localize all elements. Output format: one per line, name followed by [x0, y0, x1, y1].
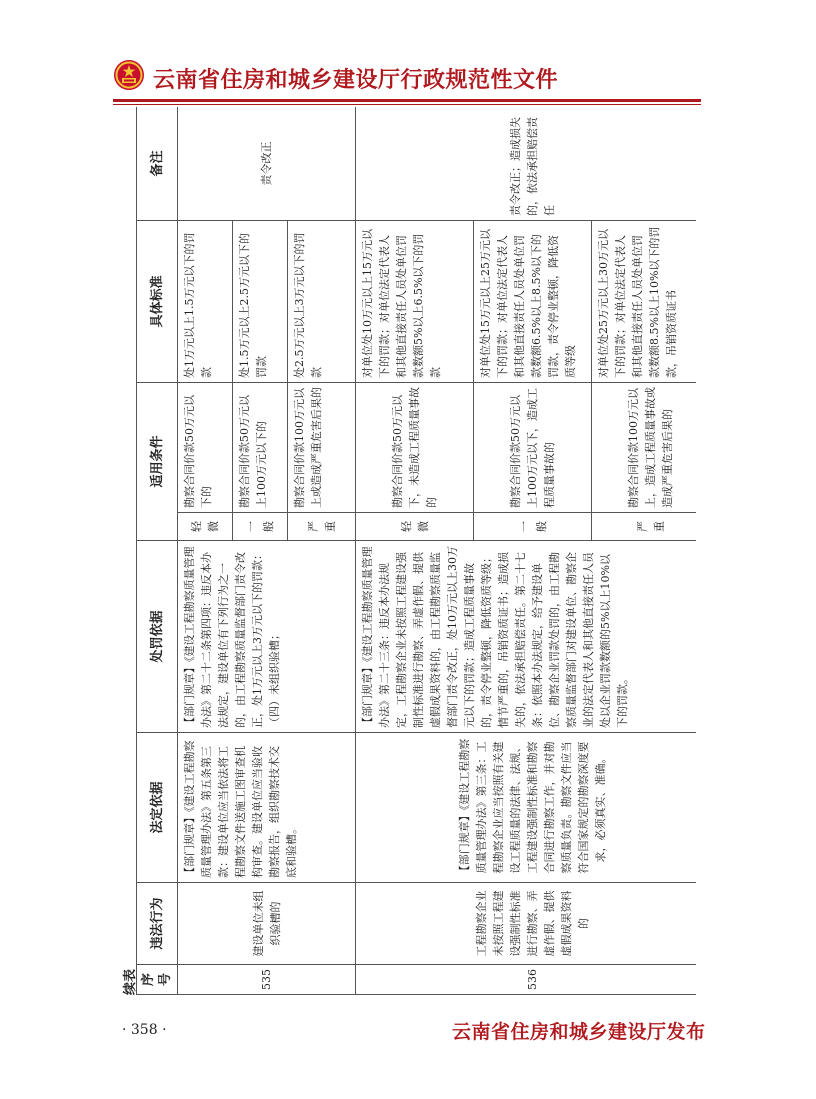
header-title: 云南省住房和城乡建设厅行政规范性文件: [153, 68, 559, 93]
row-seq: 536: [356, 965, 697, 995]
row-penalty-basis: 【部门规章】《建设工程勘察质量管理办法》第二十二条第四项：违反本办法规定，建设单位有下列行为之一的，由工程勘察质量监督部门责令改正，处1万元以上3万元以下的罚款：（四）未组织验槽；: [178, 541, 356, 733]
header-legal-basis: 法定依据: [137, 733, 178, 883]
severity-level: 轻微: [178, 513, 233, 541]
row-penalty-basis: 【部门规章】《建设工程勘察质量管理办法》第二十三条：违反本办法规定，工程勘察企业未按照工程建设强制性标准进行勘察、弄虚作假、提供虚假成果资料的，由工程勘察质量监督部门责令改正，处10万元以上30万元以下的罚款；造成工程质量事故的，责令停业整顿，降低资质等级；情节严重的，吊销资质证书；造成损失的，依法承担赔偿责任。第二十七条：依照本办法规定，给予建设单位、勘察企业罚款处罚的，由工程勘察质量监督部门对建设单位、勘察企业的法定代表人和其他直接责任人员处以企业罚款数额的5%以上10%以下的罚款。: [356, 541, 697, 733]
header-remarks: 备注: [137, 107, 178, 220]
tier-standard: 处1.5万元以上2.5万元以下的罚款: [233, 220, 288, 382]
tier-standard: 处1万元以上1.5万元以下的罚款: [178, 220, 233, 382]
row-legal-basis: 【部门规章】《建设工程勘察质量管理办法》第五条第三款：建设单位应当依法将工程勘察文件送施工图审查机构审查。建设单位应当验收勘察报告，组织勘察技术交底和验槽。: [178, 733, 356, 883]
severity-level: 一般: [233, 513, 288, 541]
tier-standard: 处2.5万元以上3万元以下的罚款: [288, 220, 356, 382]
tier-condition: 勘察合同价款100万元以上或造成严重危害后果的: [288, 382, 356, 512]
row-legal-basis: 【部门规章】《建设工程勘察质量管理办法》第三条：工程勘察企业应当按照有关建设工程质量的法律、法规、工程建设强制性标准和勘察合同进行勘察工作，并对勘察质量负责。勘察文件应当符合国家规定的勘察深度要求，必须真实、准确。: [356, 733, 697, 883]
header-conditions: 适用条件: [137, 382, 178, 540]
severity-level: 一般: [474, 513, 592, 541]
tier-condition: 勘察合同价款50万元以上100万元以下，造成工程质量事故的: [474, 382, 592, 512]
header-penalty-basis: 处罚依据: [137, 541, 178, 733]
footer-publisher: 云南省住房和城乡建设厅发布: [452, 1021, 706, 1043]
table-row: [178, 107, 233, 995]
header-violation: 违法行为: [137, 883, 178, 965]
tier-condition: 勘察合同价款50万元以上100万元以下的: [233, 382, 288, 512]
row-violation: 工程勘察企业未按照工程建设强制性标准进行勘察、弄虚作假、提供虚假成果资料的: [356, 883, 697, 965]
tier-condition: 勘察合同价款100万元以上，造成工程质量事故或造成严重危害后果的: [592, 382, 697, 512]
header-rule: [113, 99, 701, 102]
row-seq: 535: [178, 965, 356, 995]
tier-standard: 对单位处25万元以上30万元以下的罚款；对单位法定代表人和其他直接责任人员处单位罚款数额8.5%以上10%以下的罚款，吊销资质证书: [592, 220, 697, 382]
row-remarks: 责令改正: [178, 107, 356, 220]
row-remarks: 责令改正；造成损失的，依法承担赔偿责任: [356, 107, 697, 220]
severity-level: 严重: [592, 513, 697, 541]
page-number: · 358 ·: [122, 1022, 167, 1038]
tier-standard: 对单位处15万元以上25万元以下的罚款；对单位法定代表人和其他直接责任人员处单位罚款数额6.5%以上8.5%以下的罚款，责令停业整顿，降低资质等级: [474, 220, 592, 382]
table-header-row: [137, 107, 178, 995]
header-seq: 序号: [137, 965, 178, 995]
table-row: [356, 107, 474, 995]
tier-standard: 对单位处10万元以上15万元以下的罚款；对单位法定代表人和其他直接责任人员处单位罚款数额5%以上6.5%以下的罚款: [356, 220, 474, 382]
severity-level: 轻微: [356, 513, 474, 541]
severity-level: 严重: [288, 513, 356, 541]
rotated-table-region: [116, 107, 696, 995]
header-standard: 具体标准: [137, 220, 178, 382]
tier-condition: 勘察合同价款50万元以下，未造成工程质量事故的: [356, 382, 474, 512]
national-emblem-icon: [113, 59, 145, 91]
document-header: [113, 55, 713, 99]
penalty-table: [136, 107, 696, 995]
header-rule-thin: [113, 104, 701, 105]
continued-label: 续表: [123, 968, 138, 995]
tier-condition: 勘察合同价款50万元以下的: [178, 382, 233, 512]
row-violation: 建设单位未组织验槽的: [178, 883, 356, 965]
